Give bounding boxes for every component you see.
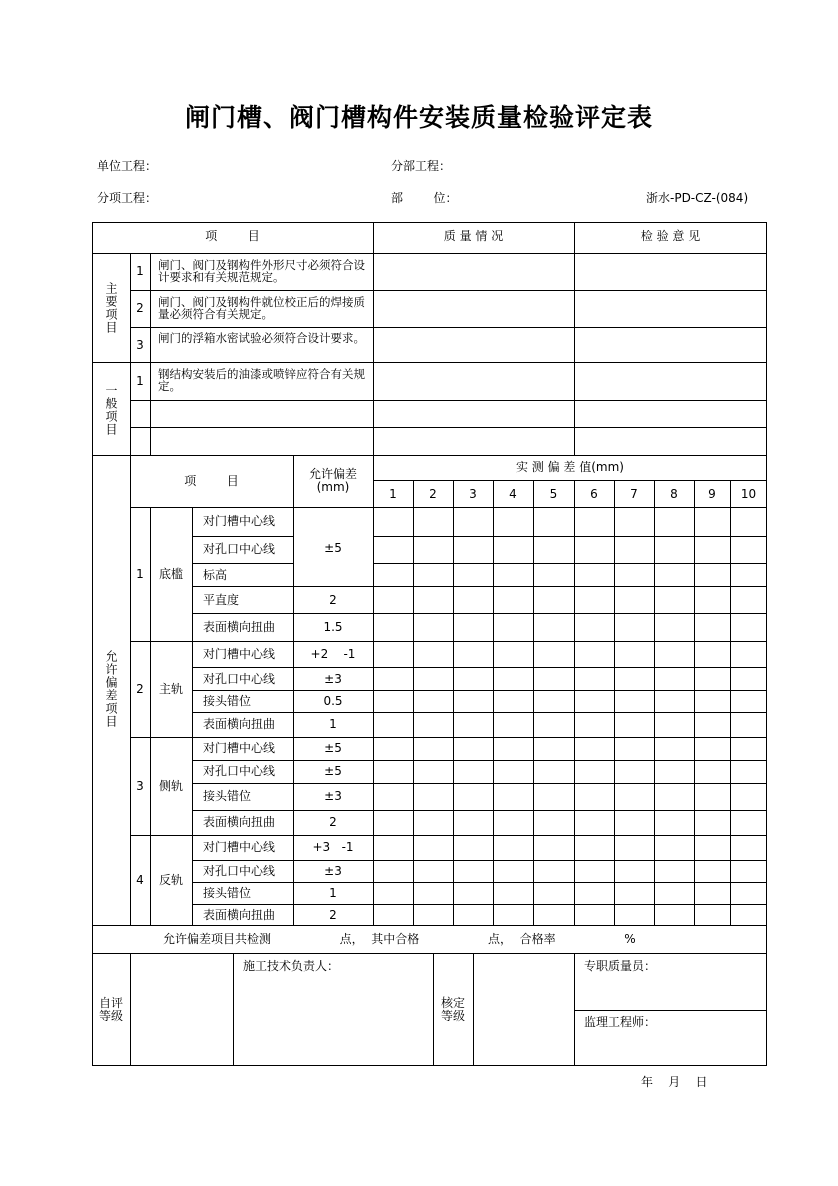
group-4-tol-2: ±3 (324, 864, 342, 878)
group-4-tol-1: +3 -1 (312, 840, 354, 854)
sign-date: 年 月 日 (641, 1075, 708, 1089)
group-1-tol-2: 2 (329, 593, 337, 607)
group-4-name: 反轨 (158, 873, 183, 887)
group-4-tol-4: 2 (329, 908, 337, 922)
form-title: 闸门槽、阀门槽构件安装质量检验评定表 (184, 103, 653, 132)
group-1-item-4: 平直度 (203, 593, 240, 607)
item-column-header: 项 目 (205, 229, 260, 243)
main-item-2-no: 2 (136, 301, 144, 315)
group-3-item-4: 表面横向扭曲 (203, 815, 276, 829)
group-3-no: 3 (136, 779, 144, 793)
quality-column-header: 质 量 情 况 (443, 229, 504, 243)
group-2-item-1: 对门槽中心线 (203, 647, 276, 661)
main-item-1-no: 1 (136, 264, 144, 278)
general-item-1-text: 钢结构安装后的油漆或喷锌应符合有关规定。 (158, 367, 365, 393)
group-2-tol-1: +2 -1 (310, 647, 356, 661)
group-2-name: 主轨 (158, 682, 183, 696)
group-2-no: 2 (136, 682, 144, 696)
measured-col-1: 1 (389, 487, 397, 501)
form-code: 浙水-PD-CZ-(084) (646, 191, 749, 205)
construction-lead-label: 施工技术负责人： (243, 959, 340, 973)
general-items-group-label: 一般项目 (104, 384, 118, 436)
group-1-tol-3: 1.5 (323, 620, 343, 634)
main-item-1-text: 闸门、阀门及钢构件外形尺寸必须符合设计要求和有关规范规定。 (158, 258, 365, 284)
location-label: 部 位： (391, 191, 458, 205)
group-4-item-3: 接头错位 (203, 886, 252, 900)
division-project-label: 分部工程： (391, 159, 452, 173)
measured-col-9: 9 (708, 487, 716, 501)
group-2-tol-3: 0.5 (323, 694, 343, 708)
opinion-column-header: 检 验 意 见 (640, 229, 701, 243)
measured-col-6: 6 (590, 487, 598, 501)
unit-project-label: 单位工程： (97, 159, 158, 173)
group-4-item-2: 对孔口中心线 (203, 864, 276, 878)
measured-values-header: 实 测 偏 差 值(mm) (515, 460, 624, 474)
group-2-item-4: 表面横向扭曲 (203, 717, 276, 731)
group-3-tol-2: ±5 (324, 764, 342, 778)
measured-col-2: 2 (429, 487, 437, 501)
group-1-no: 1 (136, 567, 144, 581)
group-3-tol-1: ±5 (324, 741, 342, 755)
group-2-tol-4: 1 (329, 717, 337, 731)
general-item-1-no: 1 (136, 374, 144, 388)
group-1-name: 底槛 (158, 567, 183, 581)
main-item-2-text: 闸门、阀门及钢构件就位校正后的焊接质量必须符合有关规定。 (158, 295, 365, 321)
group-1-tol-1: ±5 (324, 541, 342, 555)
group-3-item-1: 对门槽中心线 (203, 741, 276, 755)
tolerance-value-header: 允许偏差(mm) (308, 467, 357, 494)
group-3-tol-4: 2 (329, 815, 337, 829)
measured-col-5: 5 (549, 487, 558, 501)
group-3-item-2: 对孔口中心线 (203, 764, 276, 778)
group-2-tol-2: ±3 (324, 672, 342, 686)
measured-col-7: 7 (630, 487, 638, 501)
measured-col-8: 8 (670, 487, 678, 501)
measured-col-4: 4 (509, 487, 517, 501)
group-1-item-1: 对门槽中心线 (203, 514, 276, 528)
group-4-item-4: 表面横向扭曲 (203, 908, 276, 922)
tolerance-summary: 允许偏差项目共检测 点， 其中合格 点， 合格率 % (163, 932, 636, 946)
group-2-item-3: 接头错位 (203, 694, 252, 708)
tolerance-group-label: 允许偏差项目 (104, 650, 118, 728)
sub-item-project-label: 分项工程： (97, 191, 158, 205)
group-4-no: 4 (136, 873, 144, 887)
group-4-item-1: 对门槽中心线 (203, 840, 276, 854)
main-items-group-label: 主要项目 (104, 282, 118, 334)
supervisor-label: 监理工程师： (584, 1015, 657, 1029)
group-4-tol-3: 1 (329, 886, 337, 900)
group-1-item-3: 标高 (203, 568, 228, 582)
group-3-tol-3: ±3 (324, 789, 342, 803)
group-1-item-5: 表面横向扭曲 (203, 620, 276, 634)
group-2-item-2: 对孔口中心线 (203, 672, 276, 686)
group-3-name: 侧轨 (158, 779, 183, 793)
self-grade-label: 自评等级 (98, 996, 123, 1023)
group-3-item-3: 接头错位 (203, 789, 252, 803)
main-item-3-no: 3 (136, 338, 144, 352)
quality-officer-label: 专职质量员： (584, 959, 657, 973)
check-grade-label: 核定等级 (440, 996, 465, 1023)
main-item-3-text: 闸门的浮箱水密试验必须符合设计要求。 (158, 331, 365, 345)
group-1-item-2: 对孔口中心线 (203, 542, 276, 556)
measured-col-3: 3 (469, 487, 477, 501)
measured-col-10: 10 (740, 487, 757, 501)
tolerance-item-header: 项 目 (184, 474, 239, 488)
